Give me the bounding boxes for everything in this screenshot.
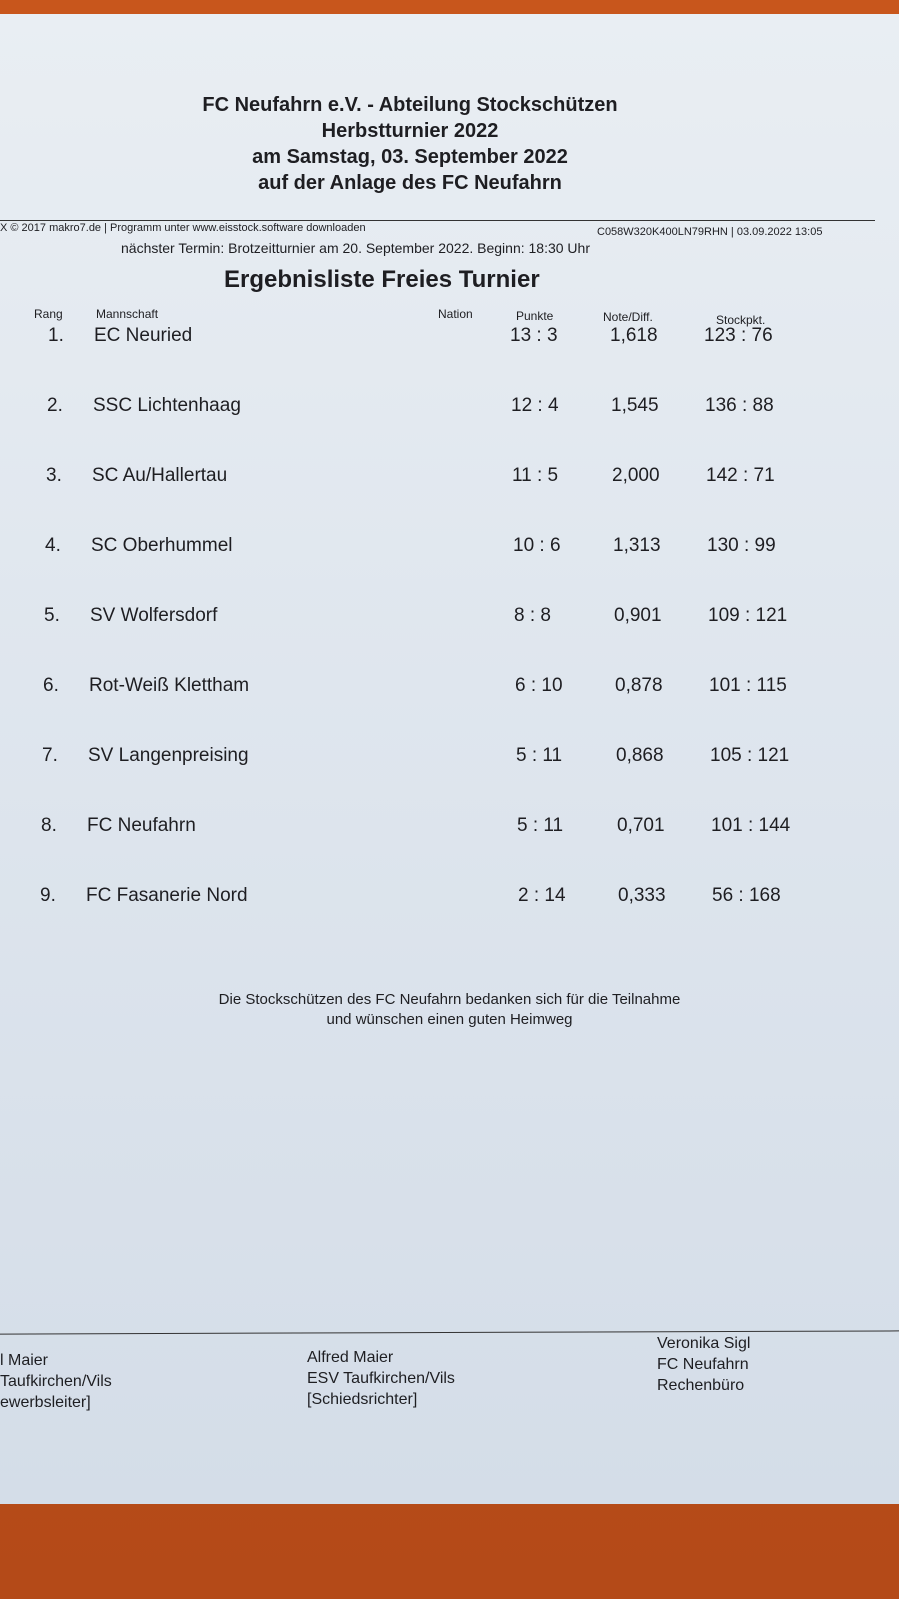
row-rank: 7. bbox=[42, 745, 58, 766]
footer-farewell: und wünschen einen guten Heimweg bbox=[326, 1011, 573, 1028]
col-header-note: Note/Diff. bbox=[603, 310, 653, 324]
copyright-note: X © 2017 makro7.de | Programm unter www.eisstock.software downloaden bbox=[0, 222, 366, 234]
signature-referee-club: ESV Taufkirchen/Vils bbox=[307, 1370, 455, 1387]
table-row bbox=[0, 465, 899, 495]
row-team: SC Oberhummel bbox=[91, 535, 233, 556]
table-row bbox=[0, 535, 899, 565]
results-sheet bbox=[0, 14, 899, 1504]
row-points: 6 : 10 bbox=[515, 675, 563, 696]
row-ratio: 2,000 bbox=[612, 465, 660, 486]
row-team: SSC Lichtenhaag bbox=[93, 395, 241, 416]
program-code: C058W320K400LN79RHN | 03.09.2022 13:05 bbox=[597, 226, 823, 238]
row-stock-points: 56 : 168 bbox=[712, 885, 781, 906]
col-header-stockpkt: Stockpkt. bbox=[716, 313, 766, 327]
row-rank: 4. bbox=[45, 535, 61, 556]
row-points: 13 : 3 bbox=[510, 325, 558, 346]
row-team: FC Neufahrn bbox=[87, 815, 196, 836]
table-row bbox=[0, 885, 899, 915]
table-row bbox=[0, 325, 899, 355]
signature-office-club: FC Neufahrn bbox=[657, 1356, 749, 1373]
row-team: Rot-Weiß Klettham bbox=[89, 675, 250, 696]
signature-referee-name: Alfred Maier bbox=[307, 1349, 394, 1366]
signature-left-club: Taufkirchen/Vils bbox=[0, 1373, 112, 1390]
list-title: Ergebnisliste Freies Turnier bbox=[224, 266, 540, 293]
header-tournament: Herbstturnier 2022 bbox=[321, 120, 499, 142]
row-points: 8 : 8 bbox=[514, 605, 551, 626]
row-points: 2 : 14 bbox=[518, 885, 566, 906]
row-rank: 3. bbox=[46, 465, 62, 486]
row-ratio: 0,878 bbox=[615, 675, 663, 696]
signature-office-role: Rechenbüro bbox=[657, 1377, 745, 1394]
col-header-punkte: Punkte bbox=[516, 309, 554, 323]
row-team: SV Langenpreising bbox=[88, 745, 249, 766]
footer-thanks: Die Stockschützen des FC Neufahrn bedanken sich für die Teilnahme bbox=[218, 991, 681, 1008]
signature-divider bbox=[0, 1330, 899, 1334]
row-ratio: 0,901 bbox=[614, 605, 662, 626]
next-event-note: nächster Termin: Brotzeitturnier am 20. September 2022. Beginn: 18:30 Uhr bbox=[121, 240, 590, 256]
signature-referee-role: [Schiedsrichter] bbox=[307, 1391, 418, 1408]
row-rank: 6. bbox=[43, 675, 59, 696]
row-points: 11 : 5 bbox=[512, 465, 559, 486]
signature-office bbox=[657, 1333, 750, 1396]
header-divider bbox=[0, 220, 875, 221]
signature-referee bbox=[307, 1347, 455, 1410]
row-rank: 1. bbox=[48, 325, 64, 346]
row-rank: 2. bbox=[47, 395, 63, 416]
row-ratio: 1,618 bbox=[610, 325, 658, 346]
col-header-mannschaft: Mannschaft bbox=[96, 307, 159, 321]
table-row bbox=[0, 675, 899, 705]
signature-left bbox=[0, 1350, 112, 1413]
row-team: SV Wolfersdorf bbox=[90, 605, 218, 626]
table-row bbox=[0, 815, 899, 845]
row-ratio: 0,868 bbox=[616, 745, 664, 766]
col-header-nation: Nation bbox=[438, 307, 473, 321]
row-points: 5 : 11 bbox=[516, 745, 563, 766]
row-points: 5 : 11 bbox=[517, 815, 564, 836]
row-ratio: 1,313 bbox=[613, 535, 661, 556]
row-stock-points: 142 : 71 bbox=[706, 465, 775, 486]
table-row bbox=[0, 605, 899, 635]
signature-office-name: Veronika Sigl bbox=[657, 1335, 751, 1352]
row-ratio: 0,333 bbox=[618, 885, 666, 906]
signature-left-name: l Maier bbox=[0, 1352, 49, 1369]
row-ratio: 1,545 bbox=[611, 395, 659, 416]
row-ratio: 0,701 bbox=[617, 815, 665, 836]
signature-left-role: ewerbsleiter] bbox=[0, 1394, 91, 1411]
table-row bbox=[0, 745, 899, 775]
row-stock-points: 101 : 115 bbox=[709, 675, 787, 696]
row-team: SC Au/Hallertau bbox=[92, 465, 228, 486]
row-points: 12 : 4 bbox=[511, 395, 559, 416]
row-team: EC Neuried bbox=[94, 325, 193, 346]
row-team: FC Fasanerie Nord bbox=[86, 885, 248, 906]
table-row bbox=[0, 395, 899, 425]
header-organizer: FC Neufahrn e.V. - Abteilung Stockschützen bbox=[202, 94, 618, 116]
row-rank: 5. bbox=[44, 605, 60, 626]
row-points: 10 : 6 bbox=[513, 535, 561, 556]
row-stock-points: 136 : 88 bbox=[705, 395, 774, 416]
header-venue: auf der Anlage des FC Neufahrn bbox=[258, 172, 562, 194]
row-stock-points: 123 : 76 bbox=[704, 325, 773, 346]
row-rank: 9. bbox=[40, 885, 56, 906]
row-stock-points: 130 : 99 bbox=[707, 535, 776, 556]
col-header-rang: Rang bbox=[34, 307, 63, 321]
header-date: am Samstag, 03. September 2022 bbox=[252, 146, 568, 168]
row-stock-points: 105 : 121 bbox=[710, 745, 790, 766]
row-stock-points: 101 : 144 bbox=[711, 815, 791, 836]
row-rank: 8. bbox=[41, 815, 57, 836]
row-stock-points: 109 : 121 bbox=[708, 605, 788, 626]
